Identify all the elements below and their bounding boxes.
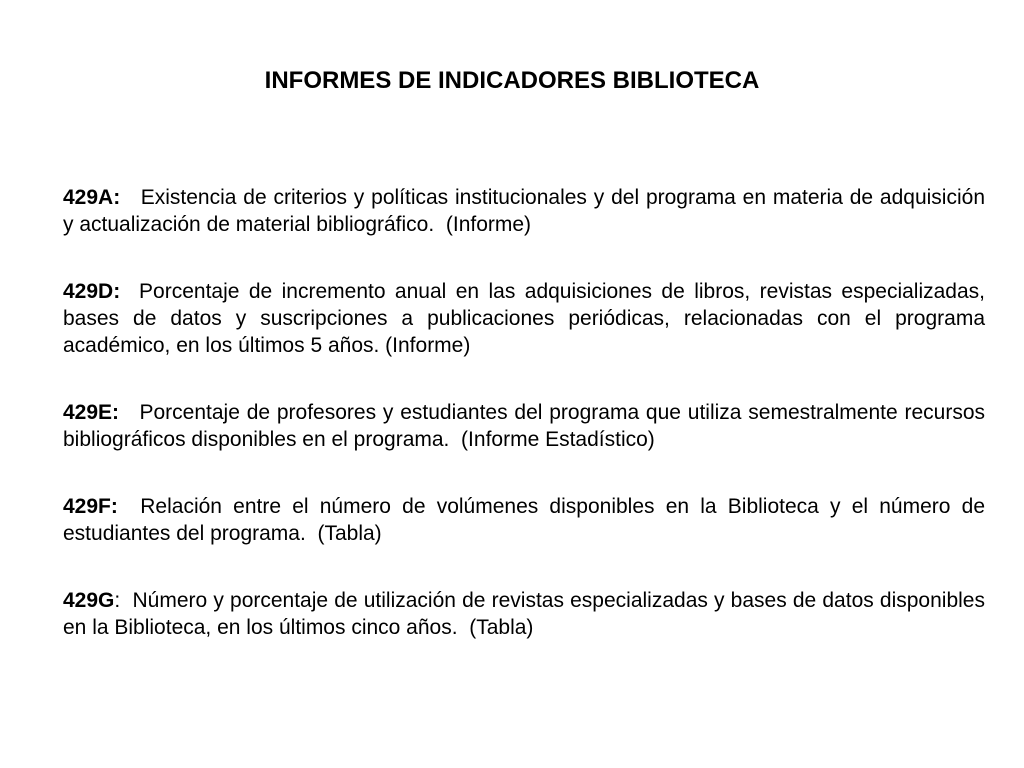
indicator-item-429a <box>63 184 985 238</box>
indicator-code: 429G <box>63 589 115 612</box>
indicator-code: 429E: <box>63 401 120 424</box>
indicator-text: Porcentaje de profesores y estudiantes del programa que utiliza semestralmente recursos bibliográficos disponibles en el programa. (Informe Estadístico) <box>63 401 985 451</box>
indicator-code: 429F: <box>63 495 118 518</box>
indicator-code: 429D: <box>63 280 121 303</box>
indicator-text: Porcentaje de incremento anual en las adquisiciones de libros, revistas especializadas, bases de datos y suscripciones a publicaciones periódicas, relacionadas con el programa académico, en los últimos 5 años. (Informe) <box>63 280 985 357</box>
indicator-separator <box>120 186 141 209</box>
indicator-item-429g <box>63 587 985 641</box>
indicator-text: Relación entre el número de volúmenes disponibles en la Biblioteca y el número de estudiantes del programa. (Tabla) <box>63 495 986 545</box>
indicator-separator <box>118 495 140 518</box>
indicator-text: Existencia de criterios y políticas institucionales y del programa en materia de adquisición y actualización de material bibliográfico. (Informe) <box>63 186 985 236</box>
indicator-item-429f <box>63 493 985 547</box>
indicator-separator <box>119 401 139 424</box>
indicator-item-429e <box>63 399 985 453</box>
indicator-code: 429A: <box>63 186 121 209</box>
indicator-list <box>63 184 985 681</box>
indicator-separator: : <box>114 589 133 612</box>
indicator-text: Número y porcentaje de utilización de revistas especializadas y bases de datos disponibles en la Biblioteca, en los últimos cinco años. (Tabla) <box>63 589 985 639</box>
indicator-item-429d <box>63 278 985 359</box>
indicator-separator <box>120 280 139 303</box>
page-title: INFORMES DE INDICADORES BIBLIOTECA <box>264 67 760 94</box>
